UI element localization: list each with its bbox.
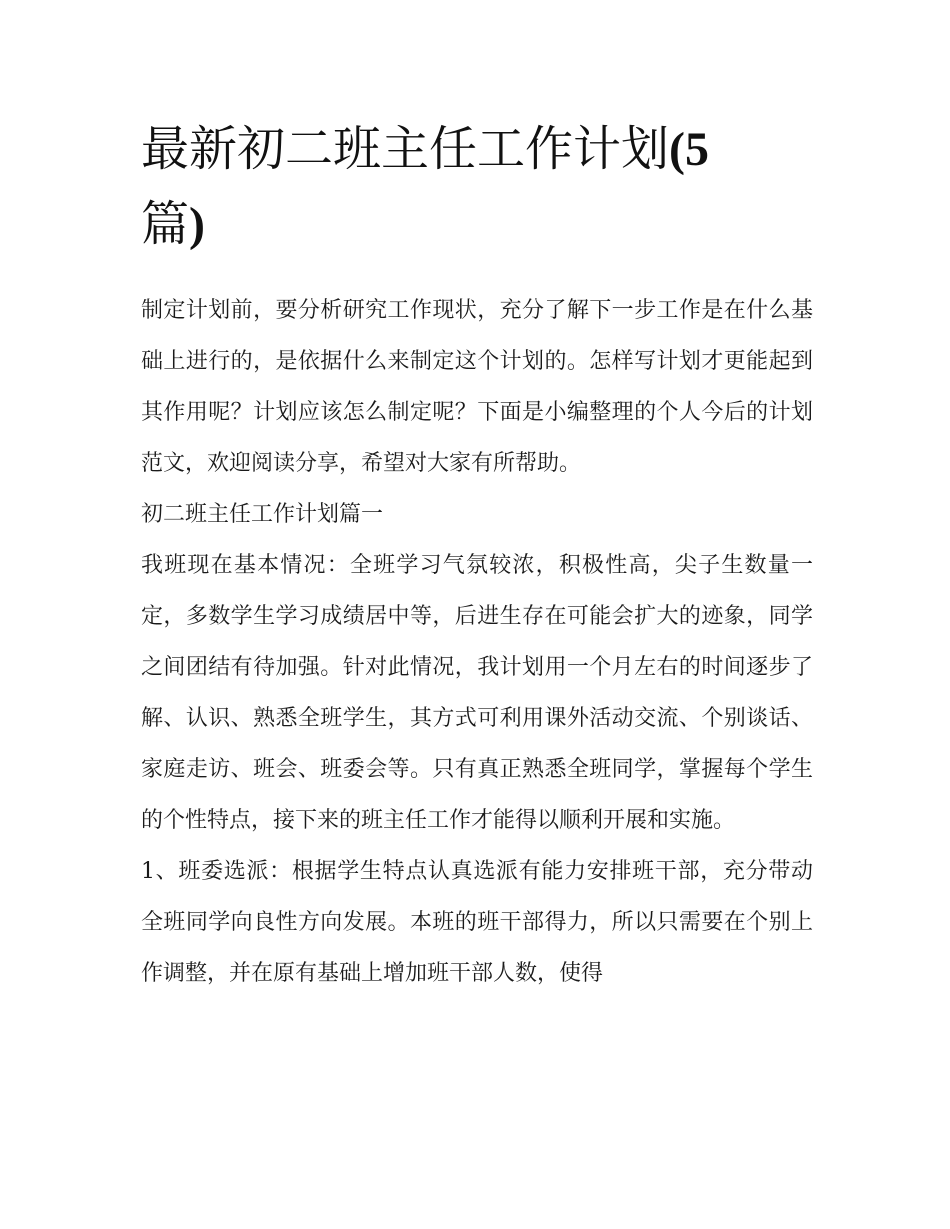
intro-paragraph: 制定计划前，要分析研究工作现状，充分了解下一步工作是在什么基础上进行的，是依据什么来制定这个计划的。怎样写计划才更能起到其作用呢？计划应该怎么制定呢？下面是小编整理的个人今后的计划范文，欢迎阅读分享，希望对大家有所帮助。 bbox=[141, 298, 813, 476]
document-title bbox=[141, 112, 813, 262]
title-text-line2-cjk: 篇 bbox=[141, 196, 190, 252]
title-text-line2-suffix: ) bbox=[189, 198, 205, 251]
title-text-cjk: 最新初二班主任工作计划 bbox=[141, 121, 670, 177]
list-item-paragraph: 1、班委选派：根据学生特点认真选派有能力安排班干部，充分带动全班同学向良性方向发展。本班的班干部得力，所以只需要在个别上作调整，并在原有基础上增加班干部人数，使得 bbox=[141, 859, 813, 986]
title-text-suffix: (5 bbox=[669, 123, 709, 176]
body-paragraph: 我班现在基本情况：全班学习气氛较浓，积极性高，尖子生数量一定，多数学生学习成绩居中等，后进生存在可能会扩大的迹象，同学之间团结有待加强。针对此情况，我计划用一个月左右的时间逐步了解、认识、熟悉全班学生，其方式可利用课外活动交流、个别谈话、家庭走访、班会、班委会等。只有真正熟悉全班同学，掌握每个学生的个性特点，接下来的班主任工作才能得以顺利开展和实施。 bbox=[141, 553, 813, 833]
section-heading: 初二班主任工作计划篇一 bbox=[141, 502, 384, 527]
document-content bbox=[141, 112, 813, 999]
